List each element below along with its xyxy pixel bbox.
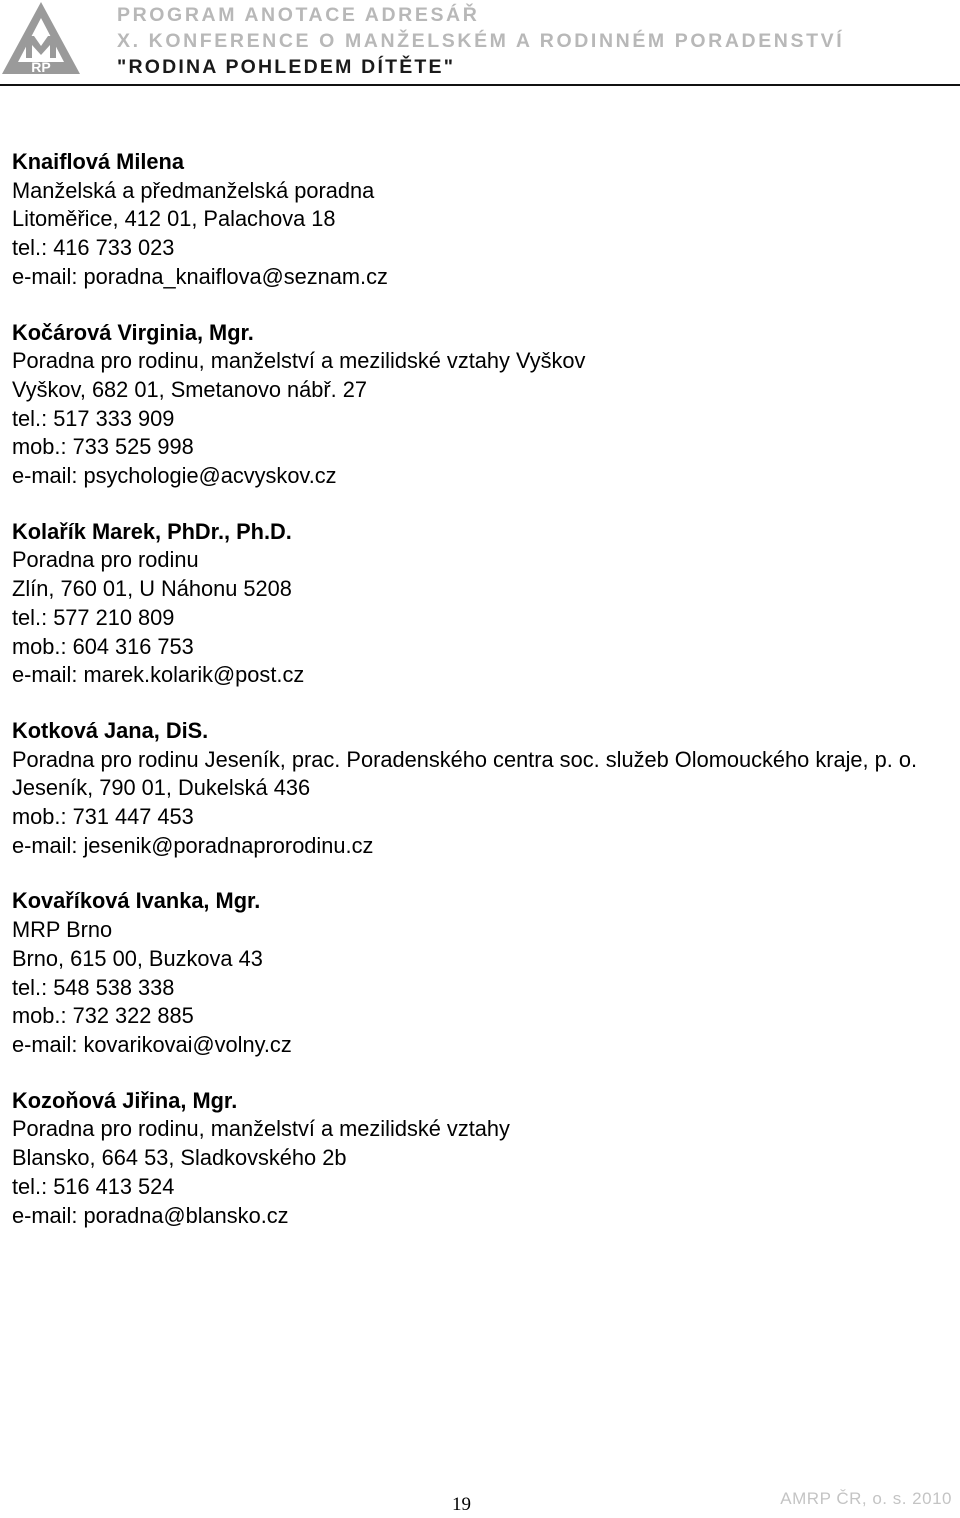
entry-phone: tel.: 416 733 023 <box>12 235 175 261</box>
entry-detail: Poradna pro rodinu, manželství a mezilidské vztahy <box>12 1116 510 1142</box>
address-entry <box>12 148 942 292</box>
entry-detail: Brno, 615 00, Buzkova 43 <box>12 945 263 971</box>
entry-detail: MRP Brno <box>12 917 113 943</box>
entry-detail: Vyškov, 682 01, Smetanovo nábř. 27 <box>12 376 368 402</box>
header-line-motto: "RODINA POHLEDEM DÍTĚTE" <box>117 56 456 78</box>
entry-email: e-mail: poradna@blansko.cz <box>12 1202 289 1228</box>
entry-name: Kolařík Marek, PhDr., Ph.D. <box>12 518 292 544</box>
entry-name: Kočárová Virginia, Mgr. <box>12 319 254 345</box>
entry-name: Kovaříková Ivanka, Mgr. <box>12 888 261 914</box>
entry-name: Kozoňová Jiřina, Mgr. <box>12 1087 238 1113</box>
entry-phone: tel.: 516 413 524 <box>12 1173 175 1199</box>
header-line-program: PROGRAM ANOTACE ADRESÁŘ <box>117 4 480 26</box>
entry-detail: Blansko, 664 53, Sladkovského 2b <box>12 1145 347 1171</box>
entry-phone: tel.: 548 538 338 <box>12 974 175 1000</box>
entry-email: e-mail: marek.kolarik@post.cz <box>12 662 305 688</box>
page-header <box>0 0 960 82</box>
footer-copyright: AMRP ČR, o. s. 2010 <box>780 1489 952 1508</box>
header-line-conference: X. KONFERENCE O MANŽELSKÉM A RODINNÉM PORADENSTVÍ <box>117 30 845 52</box>
logo-text: RP <box>31 59 51 75</box>
entry-email: e-mail: psychologie@acvyskov.cz <box>12 463 337 489</box>
address-list <box>12 148 942 1257</box>
entry-detail: Jeseník, 790 01, Dukelská 436 <box>12 775 311 801</box>
address-entry <box>12 319 942 491</box>
address-entry <box>12 887 942 1059</box>
entry-mobile: mob.: 604 316 753 <box>12 633 194 659</box>
entry-name: Kotková Jana, DiS. <box>12 717 209 743</box>
entry-phone: tel.: 577 210 809 <box>12 604 175 630</box>
entry-mobile: mob.: 731 447 453 <box>12 804 194 830</box>
address-entry <box>12 518 942 690</box>
entry-name: Knaiflová Milena <box>12 149 184 174</box>
entry-detail: Litoměřice, 412 01, Palachova 18 <box>12 206 336 232</box>
address-entry <box>12 1087 942 1231</box>
amrp-logo <box>0 0 82 76</box>
entry-email: e-mail: jesenik@poradnaprorodinu.cz <box>12 832 374 858</box>
entry-detail: Poradna pro rodinu <box>12 547 199 573</box>
entry-detail: Manželská a předmanželská poradna <box>12 177 375 203</box>
address-entry <box>12 717 942 861</box>
entry-phone: tel.: 517 333 909 <box>12 405 175 431</box>
entry-detail: Zlín, 760 01, U Náhonu 5208 <box>12 576 292 602</box>
entry-mobile: mob.: 732 322 885 <box>12 1003 194 1029</box>
header-divider <box>0 84 960 86</box>
entry-email: e-mail: kovarikovai@volny.cz <box>12 1031 292 1057</box>
entry-email: e-mail: poradna_knaiflova@seznam.cz <box>12 263 388 289</box>
entry-detail: Poradna pro rodinu Jeseník, prac. Poradenského centra soc. služeb Olomouckého kraje, p. o. <box>12 746 918 772</box>
entry-detail: Poradna pro rodinu, manželství a mezilidské vztahy Vyškov <box>12 348 586 374</box>
page-number: 19 <box>452 1494 471 1515</box>
entry-mobile: mob.: 733 525 998 <box>12 434 194 460</box>
